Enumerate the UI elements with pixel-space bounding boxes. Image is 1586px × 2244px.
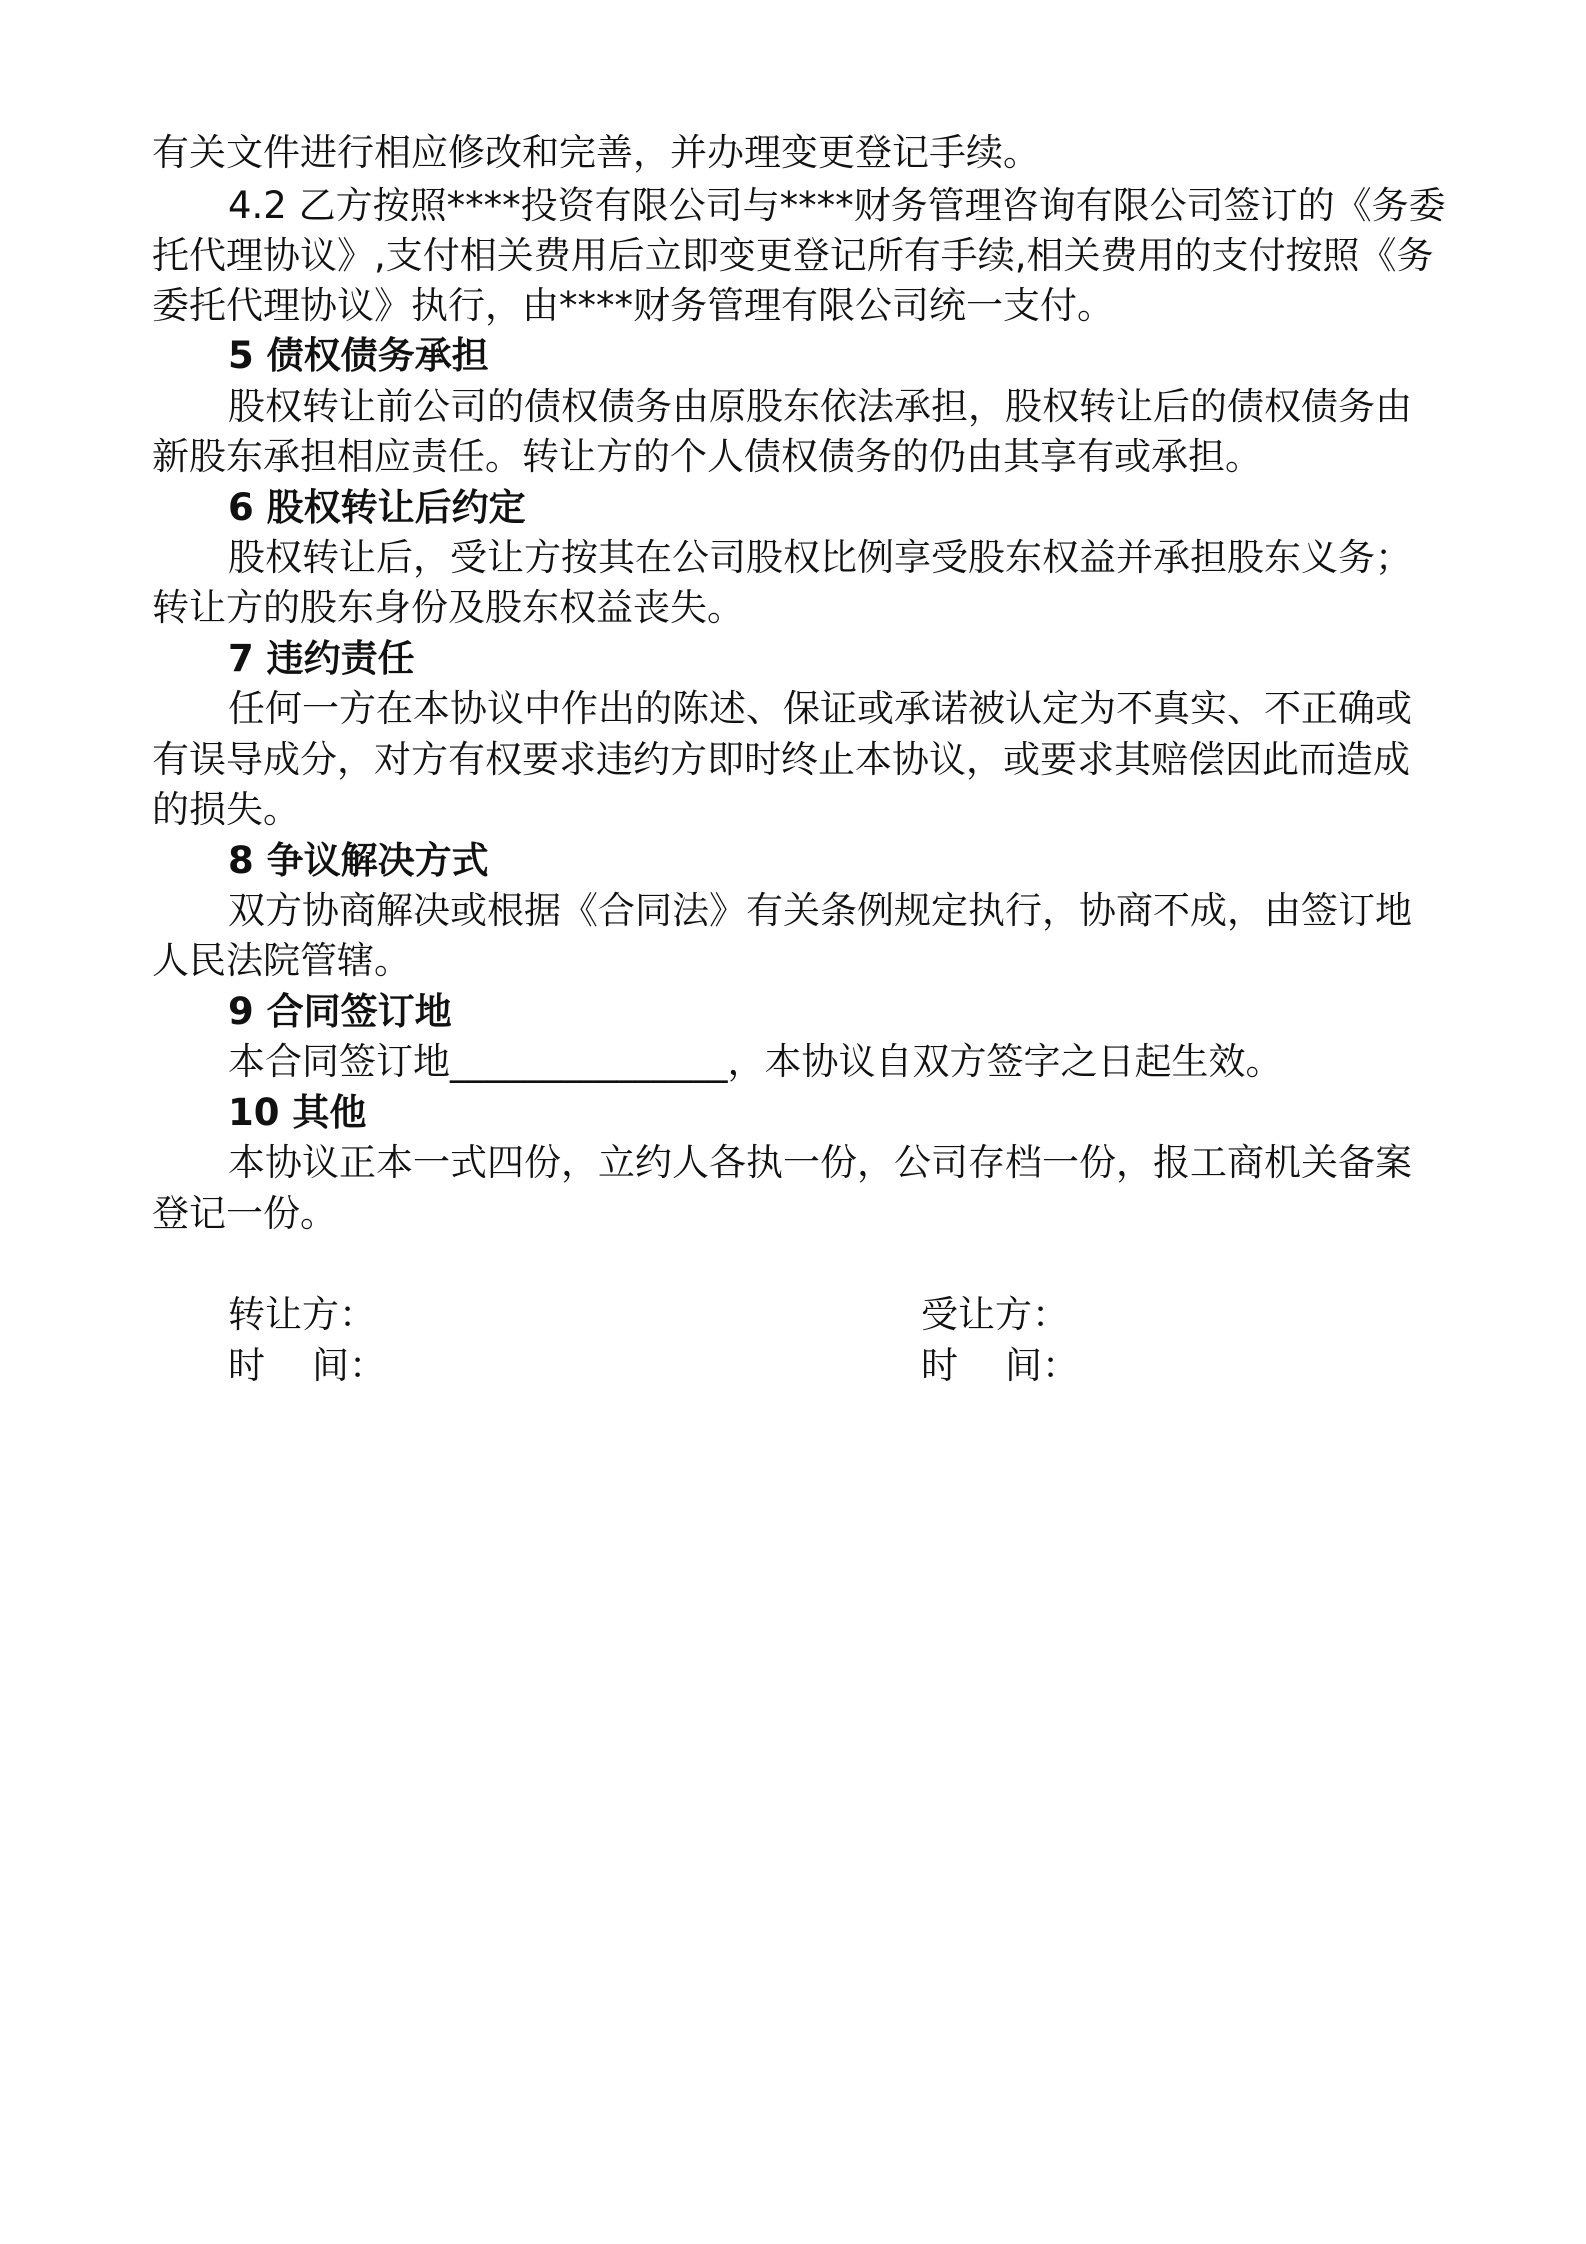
- paragraph-line: 登记一份。: [152, 1192, 337, 1235]
- paragraph-line: 股权转让前公司的债权债务由原股东依法承担，股权转让后的债权债务由: [228, 385, 1412, 428]
- paragraph-line: 的损失。: [152, 788, 300, 831]
- section-heading-6: 6 股权转让后约定: [228, 486, 526, 529]
- section-heading-7: 7 违约责任: [228, 637, 415, 680]
- paragraph-line: 本协议正本一式四份，立约人各执一份，公司存档一份，报工商机关备案: [228, 1141, 1412, 1184]
- paragraph-line: 有关文件进行相应修改和完善，并办理变更登记手续。: [152, 131, 1040, 174]
- section-heading-5: 5 债权债务承担: [228, 334, 489, 377]
- paragraph-line: 任何一方在本协议中作出的陈述、保证或承诺被认定为不真实、不正确或: [228, 687, 1412, 730]
- section-heading-10: 10 其他: [228, 1091, 367, 1134]
- paragraph-line: 委托代理协议》执行，由****财务管理有限公司统一支付。: [152, 284, 1114, 327]
- section-heading-8: 8 争议解决方式: [228, 839, 489, 882]
- transferee-label: 受让方：: [921, 1293, 1069, 1336]
- paragraph-line: 新股东承担相应责任。转让方的个人债权债务的仍由其享有或承担。: [152, 435, 1262, 478]
- section-heading-9: 9 合同签订地: [228, 990, 452, 1033]
- paragraph-line: 托代理协议》,支付相关费用后立即变更登记所有手续,相关费用的支付按照《务: [152, 234, 1434, 277]
- paragraph-line: 人民法院管辖。: [152, 939, 411, 982]
- transferor-time-label: 时 间：: [228, 1344, 387, 1387]
- signing-place-line: 本合同签订地_______________，本协议自双方签字之日起生效。: [228, 1040, 1283, 1083]
- paragraph-line: 有误导成分，对方有权要求违约方即时终止本协议，或要求其赔偿因此而造成: [152, 738, 1410, 781]
- paragraph-line: 股权转让后，受让方按其在公司股权比例享受股东权益并承担股东义务；: [228, 536, 1412, 579]
- paragraph-line: 转让方的股东身份及股东权益丧失。: [152, 586, 744, 629]
- clause-4-2-line: 4.2 乙方按照****投资有限公司与****财务管理咨询有限公司签订的《务委: [228, 184, 1446, 227]
- paragraph-line: 双方协商解决或根据《合同法》有关条例规定执行，协商不成，由签订地: [228, 889, 1412, 932]
- transferee-time-label: 时 间：: [921, 1344, 1080, 1387]
- transferor-label: 转让方：: [228, 1293, 376, 1336]
